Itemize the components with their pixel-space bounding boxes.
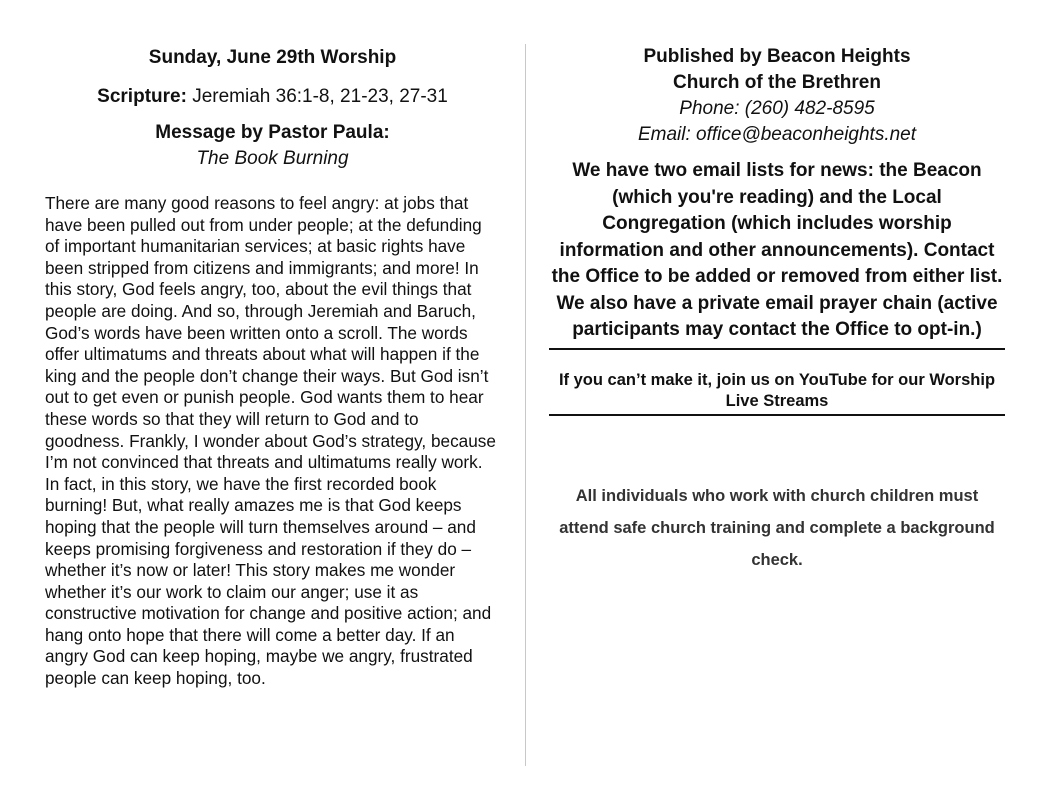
worship-title: Sunday, June 29th Worship <box>148 47 397 68</box>
scripture-line <box>45 83 500 111</box>
scripture-label: Scripture: <box>97 86 187 107</box>
phone-line: Phone: (260) 482-8595 <box>679 98 875 119</box>
info-column <box>549 44 1005 576</box>
email-lists-notice: We have two email lists for news: the Beacon (which you're reading) and the Local Congregation (which includes worship information and other announcements). Contact the Office to be added or removed from either list. We also have a private email prayer chain (active participants may contact the Office to opt-in.) <box>549 158 1005 350</box>
publisher-line-2: Church of the Brethren <box>673 72 881 93</box>
scripture-reference: Jeremiah 36:1-8, 21-23, 27-31 <box>186 86 448 107</box>
safe-church-notice: All individuals who work with church children must attend safe church training and complete a background check. <box>559 486 995 569</box>
message-label: Message by Pastor Paula: <box>155 122 390 143</box>
publisher-line-1: Published by Beacon Heights <box>643 46 911 67</box>
youtube-notice: If you can’t make it, join us on YouTube for our Worship Live Streams <box>549 350 1005 416</box>
column-divider <box>525 44 526 766</box>
worship-column <box>45 44 500 690</box>
email-line: Email: office@beaconheights.net <box>637 124 917 145</box>
message-title: The Book Burning <box>196 148 349 169</box>
sermon-body: There are many good reasons to feel angry: at jobs that have been pulled out from under people; at the defunding of important humanitarian services; at basic rights have been stripped from citizens and immigrants; and more! In this story, God feels angry, too, about the evil things that people are doing. And so, through Jeremiah and Baruch, God’s words have been written onto a scroll. The words offer ultimatums and threats about what will happen if the king and the people don’t change their ways. But God isn’t out to get even or punish people. God wants them to hear these words so that they will return to God and to goodness. Frankly, I wonder about God’s strategy, because I’m not convinced that threats and ultimatums really work. In fact, in this story, we have the first recorded book burning! But, what really amazes me is that God keeps hoping that the people will turn themselves around – and keeps promising forgiveness and restoration if they do – whether it’s now or later! This story makes me wonder whether it’s our work to claim our anger; use it as constructive motivation for change and positive action; and hang onto hope that there will come a better day. If an angry God can keep hoping, maybe we angry, frustrated people can keep hoping, too. <box>45 193 496 689</box>
